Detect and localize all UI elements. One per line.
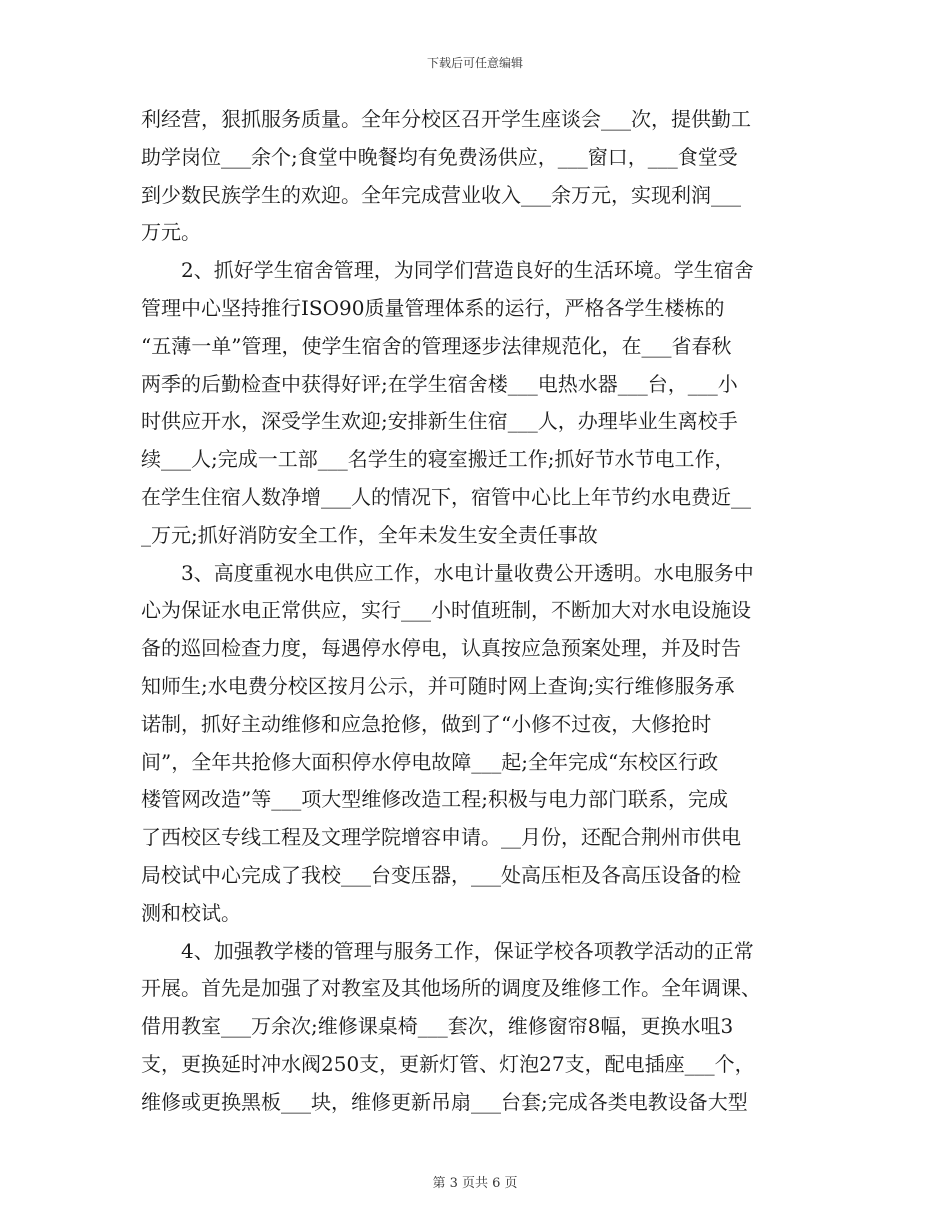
text-line: 开展。首先是加强了对教室及其他场所的调度及维修工作。全年调课、: [141, 976, 761, 1001]
page-header: 下载后可任意编辑: [426, 56, 523, 70]
text-line: 支，更换延时冲水阀250支，更新灯管、灯泡27支，配电插座___个，: [141, 1051, 755, 1076]
text-line: “五薄一单”管理，使学生宿舍的管理逐步法律规范化，在___省春秋: [141, 333, 732, 358]
text-line: 维修或更换黑板___块，维修更新吊扇___台套;完成各类电教设备大型: [141, 1089, 748, 1114]
text-line: 知师生;水电费分校区按月公示，并可随时网上查询;实行维修服务承: [141, 673, 735, 698]
document-body: [141, 101, 809, 1122]
text-line: 备的巡回检查力度，每遇停水停电，认真按应急预案处理，并及时告: [141, 636, 741, 661]
text-line: 两季的后勤检查中获得好评;在学生宿舍楼___电热水器___台，___小: [141, 371, 738, 396]
text-line: 诺制，抓好主动维修和应急抢修，做到了“小修不过夜，大修抢时: [141, 711, 712, 736]
text-line: 间”，全年共抢修大面积停水停电故障___起;全年完成“东校区行政: [141, 749, 719, 774]
text-line: _万元;抓好消防安全工作，全年未发生安全责任事故: [141, 522, 598, 547]
text-line: 2、抓好学生宿舍管理，为同学们营造良好的生活环境。学生宿舍: [181, 258, 754, 283]
paragraph: [141, 101, 809, 252]
text-line: 万元。: [141, 220, 201, 245]
text-line: 时供应开水，深受学生欢迎;安排新生住宿___人，办理毕业生离校手: [141, 409, 738, 434]
page-footer: 第 3 页共 6 页: [432, 1176, 518, 1191]
text-line: 了西校区专线工程及文理学院增容申请。__月份，还配合荆州市供电: [141, 825, 741, 850]
text-line: 测和校试。: [141, 900, 241, 925]
text-line: 利经营，狠抓服务质量。全年分校区召开学生座谈会___次，提供勤工: [141, 107, 751, 131]
text-line: 到少数民族学生的欢迎。全年完成营业收入___余万元，实现利润___: [141, 182, 741, 207]
text-line: 4、加强教学楼的管理与服务工作，保证学校各项教学活动的正常: [181, 938, 754, 963]
text-line: 局校试中心完成了我校___台变压器，___处高压柜及各高压设备的检: [141, 862, 741, 887]
text-line: 3、高度重视水电供应工作，水电计量收费公开透明。水电服务中: [181, 560, 754, 585]
text-line: 借用教室___万余次;维修课桌椅___套次，维修窗帘8幅，更换水咀3: [141, 1014, 734, 1039]
paragraph: [141, 252, 809, 554]
text-line: 管理中心坚持推行ISO90质量管理体系的运行，严格各学生楼栋的: [141, 295, 725, 320]
text-line: 在学生住宿人数净增___人的情况下，宿管中心比上年节约水电费近__: [141, 484, 751, 509]
text-line: 续___人;完成一工部___名学生的寝室搬迁工作;抓好节水节电工作，: [141, 447, 735, 472]
text-line: 楼管网改造”等___项大型维修改造工程;积极与电力部门联系，完成: [141, 787, 728, 812]
paragraph: [141, 933, 809, 1122]
text-line: 心为保证水电正常供应，实行___小时值班制，不断加大对水电设施设: [141, 598, 751, 623]
paragraph: [141, 555, 809, 933]
text-line: 助学岗位___余个;食堂中晚餐均有免费汤供应，___窗口，___食堂受: [141, 144, 738, 169]
